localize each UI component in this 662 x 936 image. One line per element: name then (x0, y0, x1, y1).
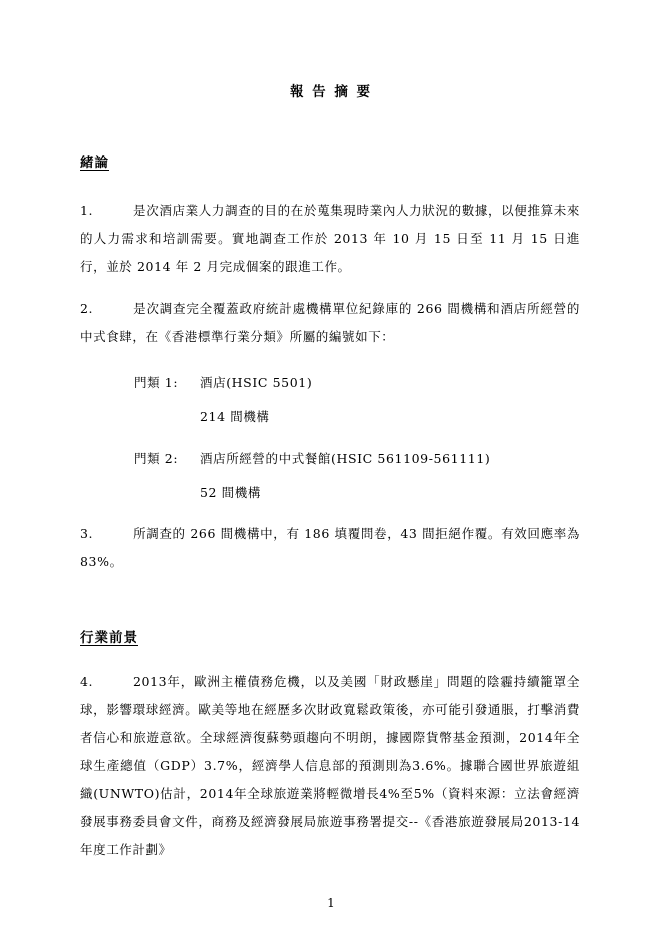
category-count: 214 間機構 (200, 409, 270, 424)
category-name: 酒店(HSIC 5501) (200, 375, 313, 390)
page-number: 1 (327, 896, 335, 910)
paragraph-text: 是次酒店業人力調查的目的在於蒐集現時業內人力狀況的數據，以便推算未來的人力需求和培訓需要。實地調查工作於 2013 年 10 月 15 日至 11 月 15 日進行，並於 2014 年 2 月完成個案的跟進工作。 (80, 203, 580, 274)
paragraph-text: 2013年，歐洲主權債務危機，以及美國「財政懸崖」問題的陰霾持續籠罩全球，影響環球經濟。歐美等地在經歷多次財政寬鬆政策後，亦可能引發通脹，打擊消費者信心和旅遊意欲。全球經濟復蘇勢頭趨向不明朗，據國際貨幣基金預測，2014年全球生產總值（GDP）3.7%，經濟學人信息部的預測則為3.6%。據聯合國世界旅遊組織(UNWTO)估計，2014年全球旅遊業將輕微增長4%至5%（資料來源：立法會經濟發展事務委員會文件，商務及經濟發展局旅遊事務署提交--《香港旅遊發展局2013-14年度工作計劃》 (80, 674, 580, 857)
category-name: 酒店所經營的中式餐館(HSIC 561109-561111) (200, 451, 491, 466)
paragraph-text: 是次調查完全覆蓋政府統計處機構單位紀錄庫的 266 間機構和酒店所經營的中式食肆，在《香港標準行業分類》所屬的編號如下： (80, 301, 580, 344)
category-2 (134, 449, 490, 503)
paragraph-3 (80, 520, 580, 576)
paragraph-1 (80, 197, 580, 281)
category-count: 52 間機構 (200, 485, 261, 500)
category-1 (134, 373, 312, 427)
report-title: 報 告 摘 要 (289, 84, 373, 100)
category-label: 門類 1: (134, 375, 179, 390)
section-heading-introduction: 緒論 (80, 155, 109, 171)
paragraph-4 (80, 668, 580, 864)
paragraph-number: 1. (80, 203, 94, 218)
section-heading-outlook: 行業前景 (80, 630, 138, 646)
paragraph-number: 3. (80, 526, 94, 541)
category-label: 門類 2: (134, 451, 179, 466)
paragraph-number: 2. (80, 301, 94, 316)
paragraph-text: 所調查的 266 間機構中，有 186 填覆問卷，43 間拒絕作覆。有效回應率為 83%。 (80, 526, 580, 569)
paragraph-2 (80, 295, 580, 351)
paragraph-number: 4. (80, 674, 94, 689)
